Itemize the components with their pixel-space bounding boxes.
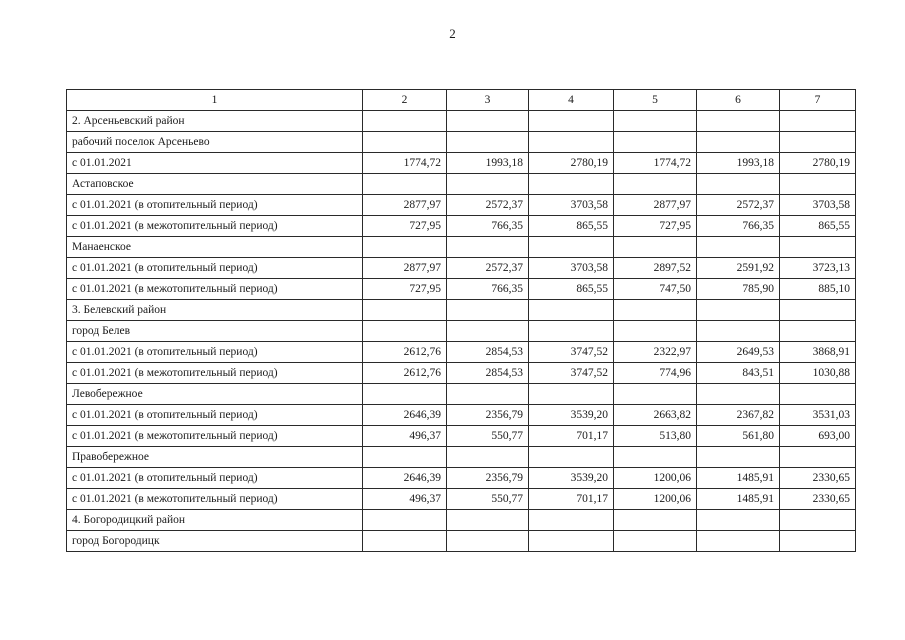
value-cell bbox=[697, 321, 780, 342]
value-cell bbox=[363, 300, 447, 321]
table-row bbox=[67, 489, 856, 510]
row-label: город Белев bbox=[67, 321, 363, 342]
value-cell bbox=[363, 132, 447, 153]
table-row bbox=[67, 342, 856, 363]
value-cell bbox=[780, 531, 856, 552]
row-label: с 01.01.2021 (в отопительный период) bbox=[67, 342, 363, 363]
value-cell: 3531,03 bbox=[780, 405, 856, 426]
value-cell: 2854,53 bbox=[447, 342, 529, 363]
value-cell bbox=[697, 111, 780, 132]
table-row bbox=[67, 384, 856, 405]
table-row bbox=[67, 279, 856, 300]
value-cell: 1485,91 bbox=[697, 468, 780, 489]
value-cell: 2367,82 bbox=[697, 405, 780, 426]
value-cell: 2356,79 bbox=[447, 468, 529, 489]
table-row bbox=[67, 153, 856, 174]
value-cell: 693,00 bbox=[780, 426, 856, 447]
value-cell: 1774,72 bbox=[614, 153, 697, 174]
row-label: Астаповское bbox=[67, 174, 363, 195]
value-cell bbox=[529, 237, 614, 258]
value-cell: 701,17 bbox=[529, 426, 614, 447]
table-row bbox=[67, 468, 856, 489]
value-cell: 561,80 bbox=[697, 426, 780, 447]
value-cell: 865,55 bbox=[780, 216, 856, 237]
value-cell bbox=[780, 132, 856, 153]
value-cell bbox=[697, 447, 780, 468]
row-label: с 01.01.2021 (в межотопительный период) bbox=[67, 279, 363, 300]
row-label: с 01.01.2021 (в отопительный период) bbox=[67, 468, 363, 489]
value-cell: 2330,65 bbox=[780, 489, 856, 510]
value-cell bbox=[447, 174, 529, 195]
column-header: 2 bbox=[363, 90, 447, 111]
value-cell bbox=[697, 174, 780, 195]
value-cell: 766,35 bbox=[447, 216, 529, 237]
row-label: с 01.01.2021 bbox=[67, 153, 363, 174]
value-cell: 2646,39 bbox=[363, 468, 447, 489]
value-cell: 1030,88 bbox=[780, 363, 856, 384]
value-cell: 701,17 bbox=[529, 489, 614, 510]
table-body bbox=[67, 90, 856, 552]
value-cell bbox=[529, 300, 614, 321]
table-row bbox=[67, 510, 856, 531]
table-row bbox=[67, 405, 856, 426]
value-cell bbox=[363, 321, 447, 342]
column-header: 4 bbox=[529, 90, 614, 111]
row-label: с 01.01.2021 (в межотопительный период) bbox=[67, 489, 363, 510]
table-row bbox=[67, 132, 856, 153]
value-cell bbox=[614, 321, 697, 342]
table-row bbox=[67, 174, 856, 195]
table-row bbox=[67, 195, 856, 216]
value-cell bbox=[447, 384, 529, 405]
value-cell bbox=[614, 237, 697, 258]
value-cell: 1774,72 bbox=[363, 153, 447, 174]
table-row bbox=[67, 216, 856, 237]
column-header: 7 bbox=[780, 90, 856, 111]
table-row bbox=[67, 258, 856, 279]
value-cell: 2780,19 bbox=[780, 153, 856, 174]
value-cell: 1200,06 bbox=[614, 468, 697, 489]
table-row bbox=[67, 447, 856, 468]
value-cell: 2572,37 bbox=[447, 258, 529, 279]
value-cell bbox=[697, 300, 780, 321]
value-cell bbox=[780, 447, 856, 468]
value-cell bbox=[363, 447, 447, 468]
value-cell: 865,55 bbox=[529, 279, 614, 300]
value-cell: 2780,19 bbox=[529, 153, 614, 174]
column-header: 1 bbox=[67, 90, 363, 111]
value-cell: 2612,76 bbox=[363, 363, 447, 384]
value-cell: 3539,20 bbox=[529, 405, 614, 426]
value-cell: 513,80 bbox=[614, 426, 697, 447]
value-cell: 2663,82 bbox=[614, 405, 697, 426]
value-cell bbox=[614, 132, 697, 153]
value-cell: 3747,52 bbox=[529, 363, 614, 384]
value-cell: 2330,65 bbox=[780, 468, 856, 489]
value-cell: 2897,52 bbox=[614, 258, 697, 279]
value-cell bbox=[780, 111, 856, 132]
header-row bbox=[67, 90, 856, 111]
value-cell: 2877,97 bbox=[614, 195, 697, 216]
value-cell: 766,35 bbox=[697, 216, 780, 237]
row-label: 2. Арсеньевский район bbox=[67, 111, 363, 132]
value-cell: 2572,37 bbox=[697, 195, 780, 216]
value-cell bbox=[447, 111, 529, 132]
row-label: Манаенское bbox=[67, 237, 363, 258]
value-cell bbox=[697, 531, 780, 552]
row-label: с 01.01.2021 (в отопительный период) bbox=[67, 258, 363, 279]
value-cell bbox=[529, 321, 614, 342]
value-cell: 3539,20 bbox=[529, 468, 614, 489]
value-cell bbox=[363, 384, 447, 405]
table-row bbox=[67, 531, 856, 552]
row-label: с 01.01.2021 (в межотопительный период) bbox=[67, 426, 363, 447]
value-cell bbox=[447, 321, 529, 342]
value-cell bbox=[780, 510, 856, 531]
value-cell: 3747,52 bbox=[529, 342, 614, 363]
value-cell bbox=[363, 510, 447, 531]
value-cell bbox=[529, 174, 614, 195]
value-cell: 774,96 bbox=[614, 363, 697, 384]
value-cell bbox=[529, 132, 614, 153]
value-cell: 2877,97 bbox=[363, 195, 447, 216]
value-cell bbox=[697, 384, 780, 405]
value-cell: 3703,58 bbox=[780, 195, 856, 216]
value-cell: 843,51 bbox=[697, 363, 780, 384]
value-cell: 496,37 bbox=[363, 426, 447, 447]
value-cell: 3703,58 bbox=[529, 258, 614, 279]
value-cell bbox=[697, 237, 780, 258]
value-cell bbox=[447, 531, 529, 552]
value-cell bbox=[614, 531, 697, 552]
value-cell bbox=[614, 111, 697, 132]
value-cell: 2356,79 bbox=[447, 405, 529, 426]
value-cell: 727,95 bbox=[363, 279, 447, 300]
value-cell bbox=[447, 447, 529, 468]
value-cell bbox=[614, 384, 697, 405]
value-cell bbox=[697, 132, 780, 153]
value-cell bbox=[697, 510, 780, 531]
value-cell bbox=[614, 300, 697, 321]
value-cell: 865,55 bbox=[529, 216, 614, 237]
row-label: с 01.01.2021 (в отопительный период) bbox=[67, 405, 363, 426]
table-row bbox=[67, 426, 856, 447]
value-cell: 727,95 bbox=[363, 216, 447, 237]
page-number: 2 bbox=[449, 26, 456, 41]
value-cell bbox=[363, 531, 447, 552]
value-cell: 766,35 bbox=[447, 279, 529, 300]
value-cell: 2877,97 bbox=[363, 258, 447, 279]
value-cell bbox=[614, 510, 697, 531]
table-row bbox=[67, 321, 856, 342]
value-cell bbox=[529, 111, 614, 132]
value-cell: 2649,53 bbox=[697, 342, 780, 363]
value-cell: 550,77 bbox=[447, 489, 529, 510]
value-cell: 785,90 bbox=[697, 279, 780, 300]
value-cell bbox=[780, 174, 856, 195]
value-cell: 2854,53 bbox=[447, 363, 529, 384]
row-label: 3. Белевский район bbox=[67, 300, 363, 321]
table-row bbox=[67, 300, 856, 321]
value-cell: 885,10 bbox=[780, 279, 856, 300]
value-cell bbox=[529, 447, 614, 468]
value-cell bbox=[780, 300, 856, 321]
value-cell bbox=[447, 132, 529, 153]
row-label: с 01.01.2021 (в межотопительный период) bbox=[67, 216, 363, 237]
value-cell bbox=[780, 384, 856, 405]
value-cell: 2572,37 bbox=[447, 195, 529, 216]
value-cell: 727,95 bbox=[614, 216, 697, 237]
value-cell: 2646,39 bbox=[363, 405, 447, 426]
value-cell: 747,50 bbox=[614, 279, 697, 300]
value-cell bbox=[447, 510, 529, 531]
table-row bbox=[67, 363, 856, 384]
row-label: Левобережное bbox=[67, 384, 363, 405]
value-cell bbox=[529, 531, 614, 552]
row-label: с 01.01.2021 (в межотопительный период) bbox=[67, 363, 363, 384]
value-cell: 1200,06 bbox=[614, 489, 697, 510]
tariff-table bbox=[66, 89, 856, 552]
row-label: город Богородицк bbox=[67, 531, 363, 552]
value-cell bbox=[614, 447, 697, 468]
value-cell: 3703,58 bbox=[529, 195, 614, 216]
value-cell: 3723,13 bbox=[780, 258, 856, 279]
value-cell: 2322,97 bbox=[614, 342, 697, 363]
value-cell: 1993,18 bbox=[447, 153, 529, 174]
value-cell: 1993,18 bbox=[697, 153, 780, 174]
row-label: с 01.01.2021 (в отопительный период) bbox=[67, 195, 363, 216]
row-label: рабочий поселок Арсеньево bbox=[67, 132, 363, 153]
column-header: 3 bbox=[447, 90, 529, 111]
value-cell bbox=[363, 111, 447, 132]
value-cell bbox=[363, 237, 447, 258]
value-cell: 2591,92 bbox=[697, 258, 780, 279]
value-cell: 550,77 bbox=[447, 426, 529, 447]
value-cell bbox=[447, 237, 529, 258]
value-cell: 2612,76 bbox=[363, 342, 447, 363]
value-cell bbox=[780, 237, 856, 258]
column-header: 6 bbox=[697, 90, 780, 111]
value-cell bbox=[614, 174, 697, 195]
value-cell: 3868,91 bbox=[780, 342, 856, 363]
value-cell bbox=[780, 321, 856, 342]
value-cell bbox=[529, 510, 614, 531]
value-cell bbox=[529, 384, 614, 405]
table-row bbox=[67, 111, 856, 132]
value-cell: 1485,91 bbox=[697, 489, 780, 510]
table-row bbox=[67, 237, 856, 258]
value-cell bbox=[447, 300, 529, 321]
row-label: Правобережное bbox=[67, 447, 363, 468]
value-cell: 496,37 bbox=[363, 489, 447, 510]
row-label: 4. Богородицкий район bbox=[67, 510, 363, 531]
column-header: 5 bbox=[614, 90, 697, 111]
value-cell bbox=[363, 174, 447, 195]
